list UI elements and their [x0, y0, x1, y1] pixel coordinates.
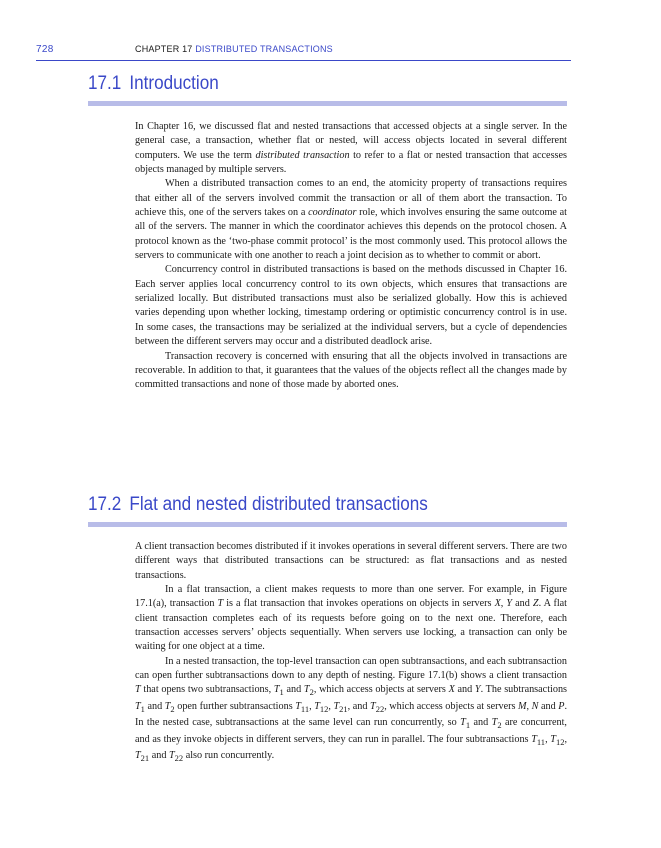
section-body-flat-nested	[135, 540, 567, 765]
section-heading-introduction	[88, 73, 219, 95]
section-underline-bar	[88, 522, 567, 527]
paragraph: When a distributed transaction comes to an end, the atomicity property of transactions requires that either all of the servers involved commit the transaction or all of them abort the transaction. To achieve this, one of the servers takes on a coordinator role, which involves ensuring the same outcome at all of the servers. The manner in which the coordinator achieves this depends on the protocol chosen. A protocol known as the ‘two-phase commit protocol’ is the most commonly used. This protocol allows the servers to communicate with one another to reach a joint decision as to whether to commit or abort.	[135, 178, 567, 262]
paragraph: In a flat transaction, a client makes requests to more than one server. For example, in Figure 17.1(a), transaction T is a flat transaction that invokes operations on objects in servers X, Y and Z. A flat client transaction completes each of its requests before going on to the next one. Therefore, each transaction accesses servers’ objects sequentially. When servers use locking, a transaction can only be waiting for one object at a time.	[135, 584, 568, 653]
page-number: 728	[36, 44, 54, 55]
section-title: Flat and nested distributed transactions	[129, 494, 428, 515]
paragraph: Concurrency control in distributed transactions is based on the methods discussed in Chapter 16. Each server applies local concurrency control to its own objects, which ensures that transactions are serialized locally. But distributed transactions must also be serialized globally. How this is achieved varies depending upon whether locking, timestamp ordering or optimistic concurrency control is in use. In some cases, the transactions may be serialized at the individual servers, but a cycle of dependencies between the different servers may occur and a distributed deadlock arise.	[135, 264, 567, 348]
paragraph: In a nested transaction, the top-level transaction can open subtransactions, and each subtransaction can open further subtransactions down to any depth of nesting. Figure 17.1(b) shows a client transaction T that opens two subtransactions, $T_1$ and $T_2$, which access objects at servers X and Y. The subtransactions $T_1$ and $T_2$ open further subtransactions $T_{11}$, $T_{12}$, $T_{21}$, and $T_{22}$, which access objects at servers M, N and P. In the nested case, subtransactions at the same level can run concurrently, so $T_1$ and $T_2$ are concurrent, and as they invoke objects in different servers, they can run in parallel. The four subtransactions $T_{11}$, $T_{12}$, $T_{21}$ and $T_{22}$ also run concurrently.	[135, 655, 568, 763]
chapter-title: DISTRIBUTED TRANSACTIONS	[195, 44, 333, 54]
section-heading-flat-nested	[88, 494, 428, 516]
paragraph: In Chapter 16, we discussed flat and nested transactions that accessed objects at a single server. In the general case, a transaction, whether flat or nested, will access objects located in several different computers. We use the term distributed transaction to refer to a flat or nested transaction that accesses objects managed by multiple servers.	[135, 121, 567, 176]
section-title: Introduction	[129, 73, 219, 94]
header-rule	[36, 60, 571, 61]
running-header	[135, 44, 333, 54]
section-number: 17.2	[88, 494, 122, 515]
paragraph: Transaction recovery is concerned with ensuring that all the objects involved in transactions are recoverable. In addition to that, it guarantees that the values of the objects reflect all the changes made by committed transactions and none of those made by aborted ones.	[135, 350, 567, 391]
section-underline-bar	[88, 101, 567, 106]
paragraph: A client transaction becomes distributed if it invokes operations in several different servers. There are two different ways that distributed transactions can be structured: as flat transactions and as nested transactions.	[135, 541, 567, 581]
chapter-label: CHAPTER 17	[135, 44, 193, 54]
section-body-introduction	[135, 120, 567, 393]
section-number: 17.1	[88, 73, 122, 94]
